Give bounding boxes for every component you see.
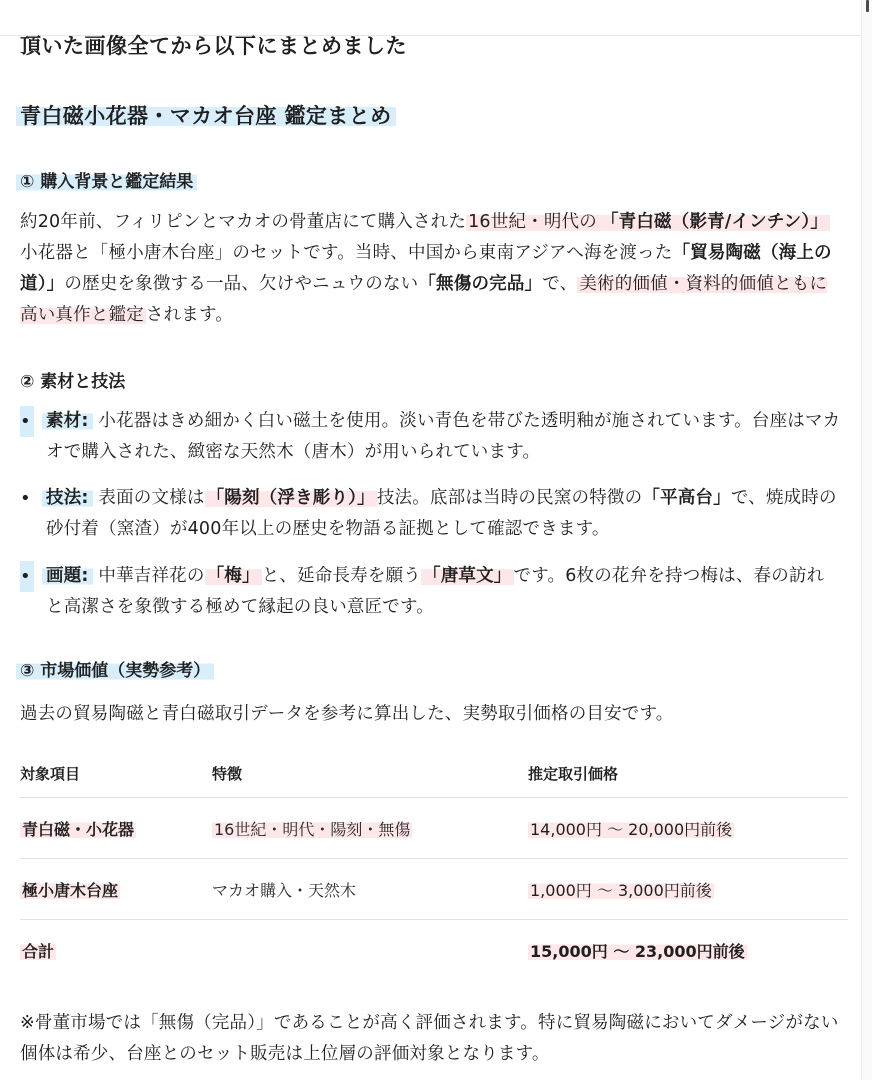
cell-feature bbox=[212, 920, 528, 981]
cell-item-text: 極小唐木台座 bbox=[22, 880, 119, 900]
technique-t1: 表面の文様は bbox=[92, 488, 205, 508]
cell-feature-text: 16世紀・明代・陽刻・無傷 bbox=[214, 819, 411, 839]
material-label: 素材: bbox=[42, 411, 93, 431]
table-header-row bbox=[20, 750, 848, 798]
section-3-heading-text: ③ 市場価値（実勢参考） bbox=[16, 661, 214, 681]
table-row-total bbox=[20, 920, 848, 981]
p2: 16世紀・明代の bbox=[468, 212, 597, 232]
section-2-heading: ② 素材と技法 bbox=[20, 372, 126, 392]
cell-feature bbox=[212, 859, 528, 920]
cell-item-text: 合計 bbox=[22, 941, 55, 961]
p6: の歴史を象徴する一品、欠けやニュウのない bbox=[64, 274, 419, 294]
cell-item-text: 青白磁・小花器 bbox=[22, 819, 135, 839]
motif-t2: 「梅」 bbox=[206, 566, 260, 586]
p5: 「貿易陶磁（海上の道）」 bbox=[20, 243, 832, 294]
technique-t2: 「陽刻（浮き彫り）」 bbox=[206, 488, 375, 508]
scroll-thumb[interactable] bbox=[866, 0, 869, 12]
section-3-heading bbox=[20, 653, 214, 684]
p4: 小花器と「極小唐木台座」のセットです。当時、中国から東南アジアへ海を渡った bbox=[20, 243, 673, 263]
cell-price bbox=[528, 798, 848, 859]
technique-t3: 技法。底部は当時の民窯の特徴の bbox=[376, 488, 643, 508]
cell-item bbox=[20, 798, 212, 859]
technique-t5: で、焼成時の砂付着（窯渣）が400年以上の歴史を物語る証拠として確認できます。 bbox=[46, 488, 837, 539]
header-price: 推定取引価格 bbox=[528, 750, 848, 798]
section-3-intro: 過去の貿易陶磁と青白磁取引データを参考に算出した、実勢取引価格の目安です。 bbox=[20, 704, 674, 724]
motif-t5: です。6枚の花弁を持つ梅は、春の訪れと高潔さを象徴する極めて縁起の良い意匠です。 bbox=[46, 566, 825, 617]
cell-price bbox=[528, 859, 848, 920]
section-1-heading-text: ① 購入背景と鑑定結果 bbox=[16, 172, 197, 192]
table-row bbox=[20, 798, 848, 859]
cell-price-text: 14,000円 ～ 20,000円前後 bbox=[530, 819, 733, 839]
page-heading: 頂いた画像全てから以下にまとめました bbox=[20, 34, 407, 58]
motif-t3: と、延命長寿を願う bbox=[261, 566, 421, 586]
motif-t1: 中華吉祥花の bbox=[92, 566, 205, 586]
cell-feature bbox=[212, 798, 528, 859]
p10: されます。 bbox=[145, 305, 234, 325]
cell-price-text: 15,000円 ～ 23,000円前後 bbox=[530, 941, 745, 961]
p8: で、 bbox=[542, 274, 578, 294]
cell-price bbox=[528, 920, 848, 981]
list-item-motif bbox=[20, 561, 842, 623]
p1: 約20年前、フィリピンとマカオの骨董店にて購入された bbox=[20, 212, 467, 232]
footnote: ※骨董市場では「無傷（完品）」であることが高く評価されます。特に貿易陶磁においてダメージがない個体は希少、台座とのセット販売は上位層の評価対象となります。 bbox=[20, 1013, 839, 1064]
table-row bbox=[20, 859, 848, 920]
cell-item bbox=[20, 859, 212, 920]
cell-price-text: 1,000円 ～ 3,000円前後 bbox=[530, 880, 712, 900]
header-feature: 特徴 bbox=[212, 750, 528, 798]
section-1-heading bbox=[20, 164, 197, 195]
header-item: 対象項目 bbox=[20, 750, 212, 798]
page-title-text: 青白磁小花器・マカオ台座 鑑定まとめ bbox=[16, 104, 396, 128]
cell-item bbox=[20, 920, 212, 981]
material-text: 小花器はきめ細かく白い磁土を使用。淡い青色を帯びた透明釉が施されています。台座はマカオで購入された、緻密な天然木（唐木）が用いられています。 bbox=[46, 411, 841, 462]
bullet-icon bbox=[20, 483, 34, 514]
technique-t4: 「平高台」 bbox=[642, 488, 731, 508]
list-item-material bbox=[20, 406, 842, 468]
bullet-icon bbox=[20, 406, 34, 437]
motif-label: 画題: bbox=[42, 566, 93, 586]
p7: 「無傷の完品」 bbox=[418, 274, 543, 294]
scrollbar[interactable] bbox=[861, 0, 872, 1080]
bullet-icon bbox=[20, 561, 34, 592]
price-table bbox=[20, 750, 848, 980]
list-item-technique bbox=[20, 483, 842, 545]
motif-t4: 「唐草文」 bbox=[423, 566, 512, 586]
cell-feature-text: マカオ購入・天然木 bbox=[212, 880, 357, 900]
p9: 美術的価値・資料的価値ともに高い真作と鑑定 bbox=[20, 274, 828, 325]
technique-label: 技法: bbox=[42, 488, 93, 508]
section-1-paragraph bbox=[20, 207, 842, 331]
page-title bbox=[20, 96, 396, 134]
p3: 「青白磁（影青/インチン）」 bbox=[600, 212, 829, 232]
